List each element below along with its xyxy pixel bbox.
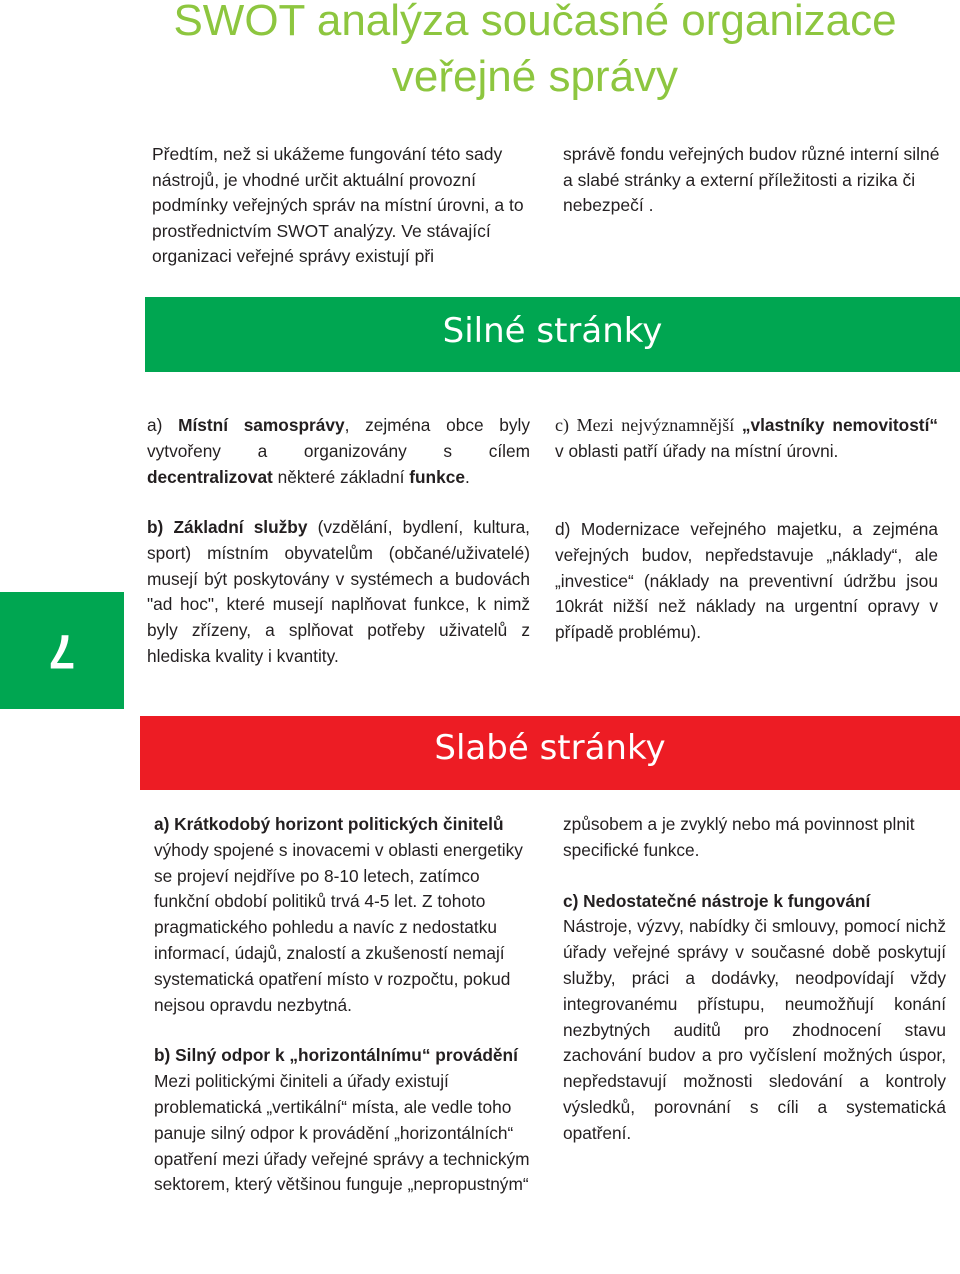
strength-c-text-1: v oblasti patří úřady na místní úrovni. xyxy=(555,440,839,461)
weakness-b-text: Mezi politickými činiteli a úřady existují problematická „vertikální“ místa, ale vedle toho panuje silný odpor k provádění „horizontálních“ opatření mezi úřady veřejné správy a technickým sektorem, který většinou funguje „nepropustným“ xyxy=(154,1071,530,1195)
weakness-b-continuation: způsobem a je zvyklý nebo má povinnost plnit specifické funkce. xyxy=(563,814,915,860)
strengths-heading: Silné stránky xyxy=(442,311,663,351)
strength-a-marker: a) xyxy=(147,415,179,435)
weakness-a-title: a) Krátkodobý horizont politických činitelů xyxy=(154,814,504,834)
strength-item-d xyxy=(555,517,938,646)
weakness-c-title: c) Nedostatečné nástroje k fungování xyxy=(563,890,871,911)
strength-item-a xyxy=(147,413,530,490)
strength-a-bold-3: funkce xyxy=(409,466,465,487)
strength-d-text: d) Modernizace veřejného majetku, a zejména veřejných budov, nepředstavuje „náklady“, ale „investice“ (náklady na preventivní údržbu jsou 10krát nižší než náklady na urgentní opravy v případě problému). xyxy=(555,519,938,643)
weakness-b-title: b) Silný odpor k „horizontálnímu“ provádění xyxy=(154,1045,518,1066)
weaknesses-heading-band xyxy=(140,716,960,790)
page-title-line-1: SWOT analýza současné organizace xyxy=(173,0,897,45)
strength-c-marker: c) Mezi nejvýznamnější xyxy=(555,415,742,435)
strength-a-text-3: . xyxy=(464,466,470,487)
strength-b-bold-1: Základní služby xyxy=(173,517,308,537)
strengths-heading-band xyxy=(145,297,960,372)
weakness-a-text: výhody spojené s inovacemi v oblasti energetiky se projeví nejdříve po 8-10 letech, zatímco funkční období politiků trvá 4-5 let. Z tohoto pragmatického pohledu a navíc z nedostatku informací, údajů, znalostí a zkušeností nemají systematická opatření místo v rozpočtu, pokud nejsou opravdu nezbytná. xyxy=(154,839,523,1015)
strength-b-text-1: (vzdělání, bydlení, kultura, sport) místním obyvatelům (občané/uživatelé) musejí být poskytovány v systémech a budovách "ad hoc", které musejí naplňovat funkce, k nimž byly zřízeny, a splňovat potřeby uživatelů z hlediska kvality i kvantity. xyxy=(147,517,530,666)
strength-item-b xyxy=(147,515,530,670)
page-title-line-2: veřejné správy xyxy=(391,52,679,101)
strength-b-marker: b) xyxy=(147,517,174,537)
intro-text-left: Předtím, než si ukážeme fungování této sady nástrojů, je vhodné určit aktuální provozní podmínky veřejných správ na místní úrovni, a to prostřednictvím SWOT analýzy. Ve stávající organizaci veřejné správy existují při xyxy=(152,144,524,266)
strength-a-text-2: některé základní xyxy=(272,466,410,487)
weaknesses-heading: Slabé stránky xyxy=(434,728,666,768)
weaknesses-right-column xyxy=(563,812,946,1147)
intro-text-right: správě fondu veřejných budov různé interní silné a slabé stránky a externí příležitosti a rizika či nebezpečí . xyxy=(563,144,940,215)
strength-c-bold-1: „vlastníky nemovitostí“ xyxy=(741,415,939,435)
strength-a-bold-1: Místní samosprávy xyxy=(178,415,345,435)
page-number-tab xyxy=(0,592,124,709)
weakness-c-text: Nástroje, výzvy, nabídky či smlouvy, pomocí nichž úřady veřejné správy v současné době poskytují služby, práci a dodávky, neodpovídají vždy integrovanému přístupu, neumožňují konání nezbytných auditů pro zhodnocení stavu zachování budov a pro vyčíslení možných úspor, nepředstavují možnosti sledování a kontroly výsledků, porovnání s cíli a systematická opatření. xyxy=(563,916,946,1143)
strength-a-bold-2: decentralizovat xyxy=(147,466,273,487)
strength-a-text-1: , zejména obce byly vytvořeny a organizovány s cílem xyxy=(147,415,531,461)
strength-item-c xyxy=(555,413,938,465)
page-number: 7 xyxy=(48,624,76,677)
weaknesses-left-column xyxy=(154,812,537,1198)
